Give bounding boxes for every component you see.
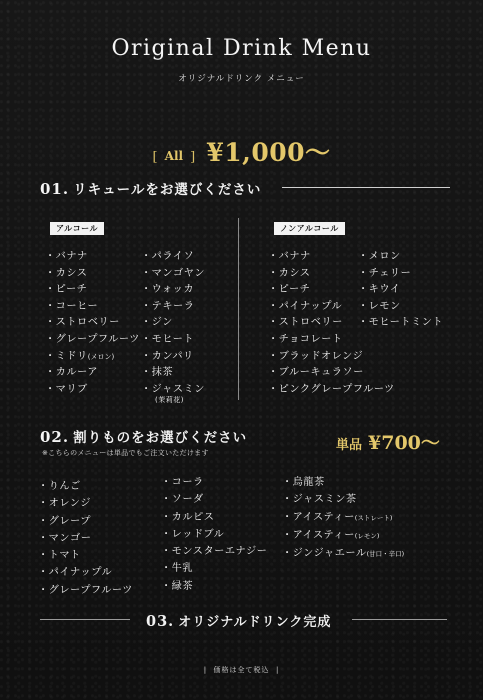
list-item: ・牛乳 (161, 563, 194, 575)
list-item: ・バナナ (45, 251, 88, 262)
bracket-close: ] (190, 150, 196, 165)
item-note: (甘口・辛口) (366, 550, 405, 559)
list-item: ・チョコレート (268, 333, 343, 345)
list-item: ・オレンジ (38, 498, 91, 510)
tax-footer (0, 665, 483, 675)
list-item: ・レモン (358, 300, 401, 312)
list-item: ・バナナ (268, 251, 311, 262)
non-alcohol-label: ノンアルコール (274, 222, 345, 235)
list-item: ・カシス (45, 267, 88, 279)
list-item: ・グレープフルーツ (45, 333, 140, 345)
list-item: ・カルピス (161, 511, 215, 523)
single-price-value: ¥700～ (368, 432, 440, 454)
alcohol-list-1 (45, 249, 140, 398)
all-price-value: ¥1,000～ (206, 138, 331, 167)
list-item: ・メロン (358, 251, 401, 262)
menu-subtitle: オリジナルドリンク メニュー (178, 74, 305, 84)
list-item: ・パライソ (141, 251, 195, 262)
section1-rule (282, 187, 450, 188)
list-item: ・ジンジャエール(甘口・辛口) (282, 548, 405, 560)
footer-text: 価格は全て税込 (213, 666, 270, 674)
list-item: ・マリブ (45, 383, 88, 395)
list-item: ・グレープフルーツ (38, 584, 133, 596)
section2-title: 割りものをお選びください (73, 430, 248, 446)
jasmine-note: (茉莉花) (155, 396, 184, 405)
mixer-list-1 (38, 478, 133, 599)
footer-bar-right: | (275, 666, 280, 674)
list-item: ・モヒートミント (358, 317, 444, 329)
list-item-midori: ・ミドリ(メロン) (45, 350, 115, 362)
list-item: ・アイスティー(ストレート) (282, 511, 393, 523)
section2-note: ※こちらのメニューは単品でもご注文いただけます (42, 449, 209, 457)
list-item: ・ジャスミン (141, 383, 205, 395)
list-item: ・マンゴヤン (141, 267, 206, 279)
list-item: ・ピンクグレープフルーツ (268, 383, 395, 395)
menu-title: Original Drink Menu (111, 36, 372, 61)
list-item: ・マンゴー (38, 532, 92, 544)
list-item: ・ストロベリー (268, 317, 343, 329)
column-divider (238, 218, 239, 400)
list-item: ・カシス (268, 267, 311, 279)
all-price-banner (0, 133, 483, 169)
list-item: ・ブルーキュラソー (268, 367, 364, 379)
single-price (336, 428, 440, 455)
list-item: ・カルーア (45, 367, 98, 379)
item-note: (ストレート) (354, 513, 393, 522)
all-tag: All (164, 149, 184, 163)
list-item: ・グレープ (38, 515, 91, 527)
section1-heading (40, 178, 261, 198)
non-alcohol-list-2 (358, 249, 443, 332)
section3-rule-right (352, 619, 447, 620)
list-item: ・テキーラ (141, 300, 195, 312)
section2-number: 02. (40, 428, 70, 446)
alcohol-list-2 (141, 249, 205, 405)
item-note: (レモン) (354, 531, 380, 540)
list-item: ・トマト (38, 550, 81, 562)
list-item: ・キウイ (358, 284, 401, 296)
bracket-open: [ (152, 150, 158, 165)
list-item: ・チェリー (358, 267, 412, 279)
list-item: ・ピーチ (268, 284, 311, 296)
list-item: ・ピーチ (45, 284, 88, 296)
list-item: ・カンパリ (141, 350, 194, 362)
list-item: ・レッドブル (161, 528, 225, 540)
list-item: ・モヒート (141, 333, 195, 345)
section3-number: 03. (146, 613, 175, 630)
list-item: ・ブラッドオレンジ (268, 350, 364, 362)
single-price-label: 単品 (336, 438, 363, 453)
list-item: ・ソーダ (161, 494, 204, 506)
list-item: ・パイナップル (268, 300, 343, 312)
section3-rule-left (40, 619, 130, 620)
list-item: ・烏龍茶 (282, 477, 325, 488)
section1-title: リキュールをお選びください (73, 182, 262, 198)
section3-title: オリジナルドリンク完成 (178, 615, 332, 630)
section1-number: 01. (40, 180, 70, 198)
mixer-list-3 (282, 474, 404, 563)
mixer-list-2 (161, 474, 267, 595)
list-item: ・緑茶 (161, 580, 194, 592)
alcohol-label: アルコール (50, 222, 104, 235)
list-item: ・パイナップル (38, 567, 113, 579)
section3-heading (146, 611, 331, 630)
list-item: ・コーヒー (45, 300, 99, 312)
list-item: ・ジン (141, 317, 173, 329)
midori-note: (メロン) (87, 352, 115, 361)
list-item: ・ストロベリー (45, 317, 120, 329)
list-item: ・アイスティー(レモン) (282, 529, 380, 541)
list-item: ・ジャスミン茶 (282, 494, 357, 506)
list-item: ・抹茶 (141, 367, 174, 379)
footer-bar-left: | (203, 666, 208, 674)
section2-heading (40, 426, 247, 446)
list-item: ・ウォッカ (141, 284, 195, 296)
list-item: ・モンスターエナジー (161, 546, 268, 558)
list-item: ・りんご (38, 481, 81, 492)
list-item: ・コーラ (161, 477, 204, 488)
